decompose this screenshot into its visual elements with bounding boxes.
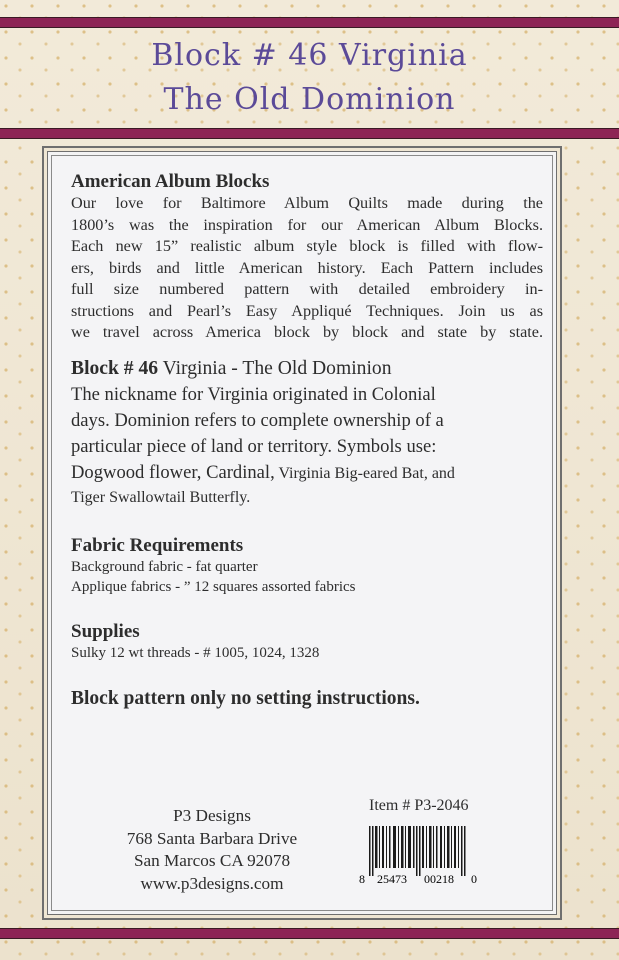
supplies-heading: Supplies	[71, 620, 140, 642]
barcode-digit-last: 0	[471, 872, 477, 886]
block-line: The nickname for Virginia originated in Colonial	[71, 383, 436, 405]
block-label: Block # 46	[71, 357, 159, 379]
intro-line: structions and Pearl’s Easy Appliqué Techniques. Join us as	[71, 301, 543, 320]
block-name: Virginia - The Old Dominion	[158, 357, 392, 379]
supplies-item: Sulky 12 wt threads - # 1005, 1024, 1328	[71, 644, 320, 661]
symbols-large: Dogwood flower, Cardinal,	[71, 461, 275, 483]
upc-barcode	[357, 826, 485, 886]
intro-line: 1800’s was the inspiration for our American Album Blocks.	[71, 215, 543, 234]
publisher-city: San Marcos CA 92078	[133, 851, 291, 870]
intro-line: full size numbered pattern with detailed embroidery in-	[71, 280, 543, 298]
intro-line: Each new 15” realistic album style block is filled with flow-	[71, 237, 543, 255]
content-panel	[51, 155, 553, 911]
block-line: days. Dominion refers to complete ownership of a	[71, 409, 444, 431]
top-stripe	[0, 17, 619, 28]
title-line-2: The Old Dominion	[163, 82, 456, 117]
publisher-website: www.p3designs.com	[140, 873, 284, 893]
block-line	[71, 460, 543, 487]
frame-inner-border	[47, 151, 557, 915]
publisher-street: 768 Santa Barbara Drive	[126, 828, 298, 848]
block-line: Tiger Swallowtail Butterfly.	[71, 488, 251, 506]
block-heading	[71, 356, 543, 382]
item-number: Item # P3-2046	[369, 797, 469, 814]
intro-line: Our love for Baltimore Album Quilts made during the	[71, 194, 543, 212]
block-description	[71, 382, 543, 509]
publisher-name: P3 Designs	[173, 806, 251, 825]
symbols-small: Virginia Big-eared Bat, and	[274, 464, 455, 482]
intro-heading: American Album Blocks	[71, 171, 270, 192]
header-bottom-stripe	[0, 128, 619, 139]
intro-line: ers, birds and little American history. Each Pattern includes	[71, 258, 543, 277]
barcode-digits-right: 00218	[424, 872, 454, 886]
barcode-digit-first: 8	[359, 872, 365, 886]
content-frame	[42, 146, 562, 920]
intro-line: we travel across America block by block and state by state.	[71, 323, 543, 341]
barcode-digits-left: 25473	[377, 872, 407, 886]
bottom-stripe	[0, 928, 619, 939]
fabric-item: Background fabric - fat quarter	[71, 558, 258, 575]
intro-paragraph	[71, 193, 543, 344]
content-body	[71, 171, 543, 711]
block-line: particular piece of land or territory. Symbols use:	[71, 435, 437, 457]
fabric-item: Applique fabrics - ” 12 squares assorted fabrics	[71, 578, 356, 595]
publisher-address	[112, 805, 312, 895]
fabric-heading: Fabric Requirements	[71, 534, 244, 556]
setting-note: Block pattern only no setting instructions.	[71, 687, 420, 709]
title-line-1: Block # 46 Virginia	[151, 38, 468, 73]
